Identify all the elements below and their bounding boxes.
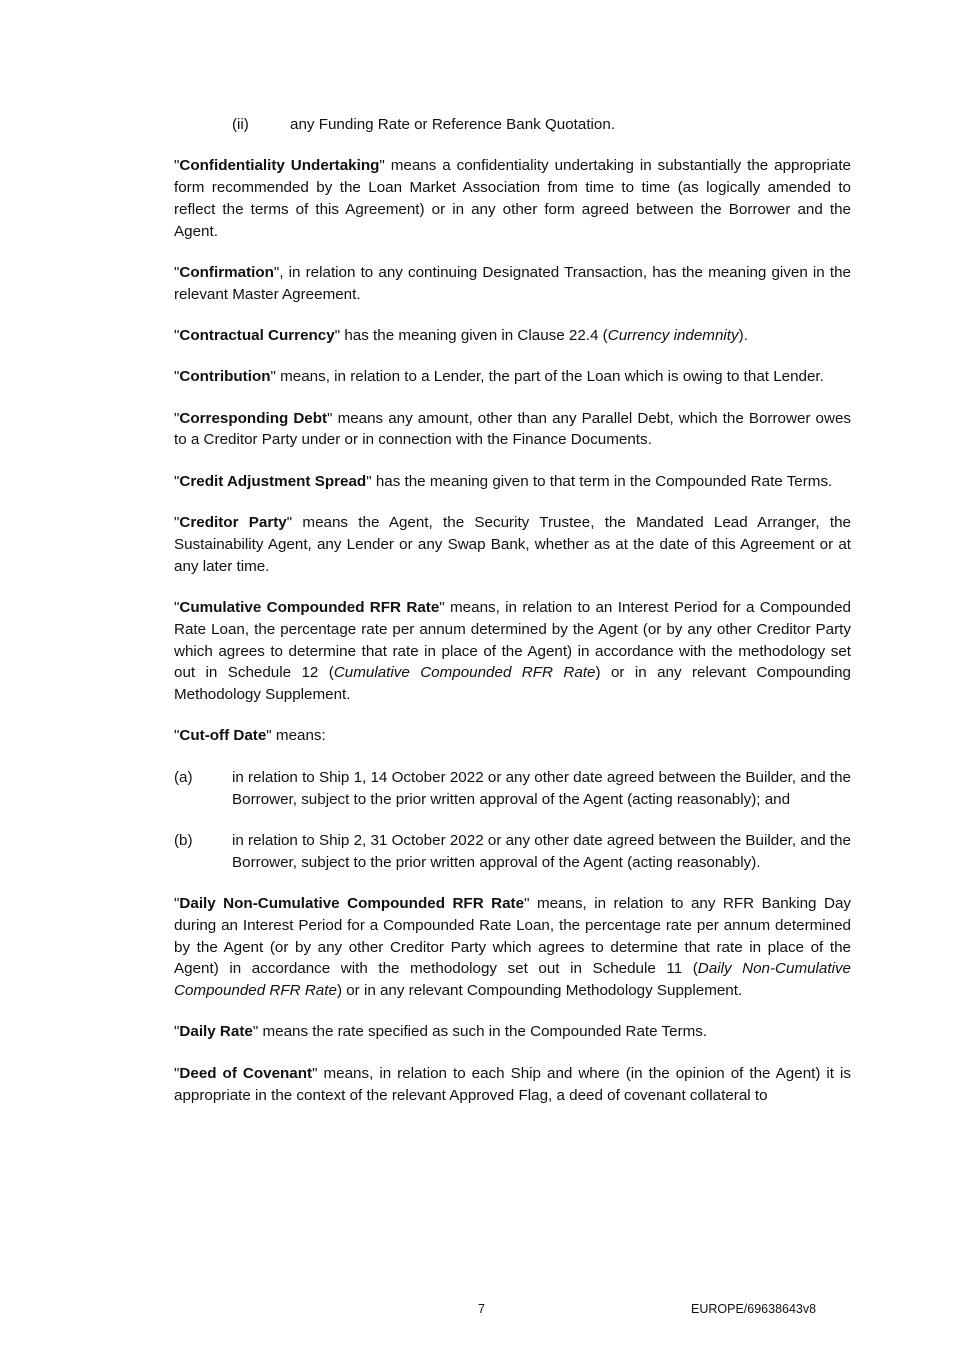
page-number: 7	[478, 1302, 485, 1316]
defined-term: Daily Rate	[179, 1023, 253, 1041]
list-item-ii	[174, 114, 851, 136]
definition-credit-adjustment-spread: "Credit Adjustment Spread" has the meaning given to that term in the Compounded Rate Terms.	[174, 472, 833, 490]
definition-text: means the Agent, the Security Trustee, the Mandated Lead Arranger, the Sustainability Agent, any Lender or any Swap Bank, whether as at the date of this Agreement or at any later time.	[174, 514, 851, 575]
defined-term: Confidentiality Undertaking	[179, 157, 380, 175]
defined-term: Confirmation	[179, 263, 274, 281]
list-marker: (b)	[174, 831, 193, 849]
defined-term: Cut-off Date	[179, 727, 267, 745]
definition-creditor-party: "Creditor Party" means the Agent, the Security Trustee, the Mandated Lead Arranger, the Sustainability Agent, any Lender or any Swap Bank, whether as at the date of this Agreement or at any later time.	[174, 514, 851, 575]
schedule-reference: Cumulative Compounded RFR Rate	[333, 664, 596, 682]
definition-text: means, in relation to each Ship and where (in the opinion of the Agent) it is appropriate in the context of the relevant Approved Flag, a deed of covenant collateral to	[174, 1064, 851, 1104]
defined-term: Contribution	[179, 368, 271, 386]
defined-term: Daily Non-Cumulative Compounded RFR Rate	[179, 894, 525, 912]
defined-term: Deed of Covenant	[179, 1064, 313, 1082]
definition-cumulative-compounded-rfr-rate: "Cumulative Compounded RFR Rate" means, in relation to an Interest Period for a Compounded Rate Loan, the percentage rate per annum determined by the Agent (or by any other Creditor Party which agrees to determine that rate in place of the Agent) in accordance with the methodology set out in Schedule 12 (Cumulative Compounded RFR Rate) or in any relevant Compounding Methodology Supplement.	[174, 598, 851, 704]
definition-contribution: "Contribution" means, in relation to a Lender, the part of the Loan which is owing to that Lender.	[174, 368, 824, 386]
definition-text: means:	[271, 727, 326, 745]
definition-text: means, in relation to any RFR Banking Day during an Interest Period for a Compounded Rate Loan, the percentage rate per annum determined by the Agent (or by any other Creditor Party which agrees to determine that rate in place of the Agent) in accordance with the methodology set out in Schedule 11 (	[174, 894, 851, 978]
defined-term: Credit Adjustment Spread	[179, 472, 367, 490]
list-marker: (ii)	[232, 116, 249, 133]
defined-term: Cumulative Compounded RFR Rate	[179, 598, 440, 616]
list-item-text: any Funding Rate or Reference Bank Quotation.	[290, 116, 616, 133]
list-item-text: in relation to Ship 1, 14 October 2022 or any other date agreed between the Builder, and the Borrower, subject to the prior written approval of the Agent (acting reasonably); and	[232, 768, 851, 808]
definition-deed-of-covenant: "Deed of Covenant" means, in relation to each Ship and where (in the opinion of the Agent) it is appropriate in the context of the relevant Approved Flag, a deed of covenant collateral to	[174, 1064, 851, 1104]
document-reference: EUROPE/69638643v8	[691, 1302, 817, 1316]
definition-text: means a confidentiality undertaking in substantially the appropriate form recommended by the Loan Market Association from time to time (as logically amended to reflect the terms of this Agreement) or in any other form agreed between the Borrower and the Agent.	[174, 157, 851, 240]
definition-text: means, in relation to an Interest Period for a Compounded Rate Loan, the percentage rate per annum determined by the Agent (or by any other Creditor Party which agrees to determine that rate in place of the Agent) in accordance with the methodology set out in Schedule 12 (	[174, 598, 851, 682]
definition-contractual-currency: "Contractual Currency" has the meaning given in Clause 22.4 (Currency indemnity).	[174, 327, 748, 345]
list-item-b	[174, 830, 851, 874]
defined-term: Corresponding Debt	[179, 409, 328, 427]
definition-text: has the meaning given in Clause 22.4 (	[340, 327, 608, 345]
definition-text-end: ).	[738, 327, 748, 345]
definition-corresponding-debt: "Corresponding Debt" means any amount, other than any Parallel Debt, which the Borrower owes to a Creditor Party under or in connection with the Finance Documents.	[174, 409, 851, 449]
list-item-text: in relation to Ship 2, 31 October 2022 or any other date agreed between the Builder, and the Borrower, subject to the prior written approval of the Agent (acting reasonably).	[232, 831, 851, 871]
clause-reference: Currency indemnity	[607, 327, 739, 345]
definition-text: means the rate specified as such in the Compounded Rate Terms.	[258, 1023, 708, 1041]
definition-text-end: ) or in any relevant Compounding Methodology Supplement.	[174, 664, 851, 704]
list-marker: (a)	[174, 768, 193, 786]
definition-text: means, in relation to a Lender, the part of the Loan which is owing to that Lender.	[275, 368, 824, 386]
defined-term: Contractual Currency	[179, 327, 335, 345]
definition-daily-non-cumulative-compounded-rfr-rate: "Daily Non-Cumulative Compounded RFR Rate" means, in relation to any RFR Banking Day during an Interest Period for a Compounded Rate Loan, the percentage rate per annum determined by the Agent (or by any other Creditor Party which agrees to determine that rate in place of the Agent) in accordance with the methodology set out in Schedule 11 (Daily Non-Cumulative Compounded RFR Rate) or in any relevant Compounding Methodology Supplement.	[174, 894, 851, 1000]
definition-daily-rate: "Daily Rate" means the rate specified as such in the Compounded Rate Terms.	[174, 1023, 708, 1041]
definition-confirmation: "Confirmation", in relation to any continuing Designated Transaction, has the meaning given in the relevant Master Agreement.	[174, 263, 851, 303]
definition-text: has the meaning given to that term in the Compounded Rate Terms.	[371, 472, 833, 490]
definition-text-end: ) or in any relevant Compounding Methodology Supplement.	[336, 982, 743, 1000]
list-item-a	[174, 767, 851, 811]
definition-confidentiality-undertaking: "Confidentiality Undertaking" means a confidentiality undertaking in substantially the appropriate form recommended by the Loan Market Association from time to time (as logically amended to reflect the terms of this Agreement) or in any other form agreed between the Borrower and the Agent.	[174, 157, 851, 240]
document-body	[174, 114, 851, 1126]
defined-term: Creditor Party	[179, 514, 287, 532]
definition-text: , in relation to any continuing Designated Transaction, has the meaning given in the relevant Master Agreement.	[174, 263, 851, 303]
definition-text: means any amount, other than any Parallel Debt, which the Borrower owes to a Creditor Party under or in connection with the Finance Documents.	[174, 409, 851, 449]
definition-cut-off-date: "Cut-off Date" means:	[174, 727, 326, 745]
schedule-reference: Daily Non-Cumulative Compounded RFR Rate	[174, 960, 851, 1000]
